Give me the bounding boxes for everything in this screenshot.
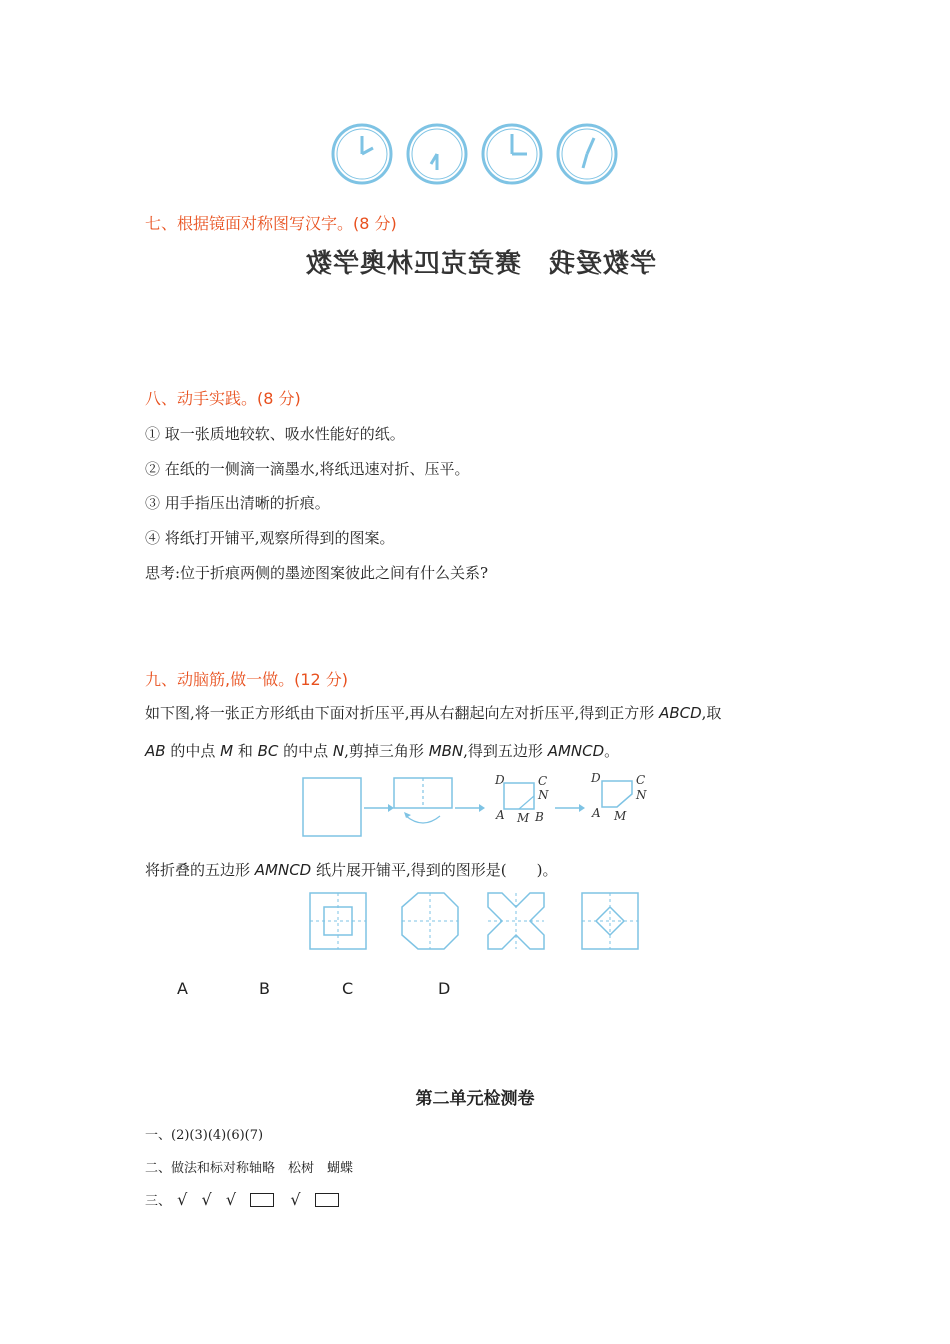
- option-shapes: [305, 888, 645, 956]
- text: AB: [145, 742, 166, 760]
- answers-line2: 二、做法和标对称轴略 松树 蝴蝶: [145, 1161, 354, 1176]
- option-d-shape: [582, 893, 638, 949]
- check-mark: √: [225, 1190, 237, 1209]
- section9-line1: [145, 702, 721, 723]
- option-b-label: B: [259, 979, 270, 998]
- section9-question: [145, 859, 557, 880]
- blank-box-icon: [315, 1193, 339, 1207]
- folding-diagram: [300, 770, 660, 842]
- label-c: C: [636, 773, 646, 787]
- label-a: A: [592, 806, 601, 820]
- text: AMNCD: [547, 742, 605, 760]
- mirror-text-1-glyphs: 赛竞克匹林奥学数: [305, 249, 522, 279]
- option-d-label: D: [438, 979, 451, 998]
- text: BC: [257, 742, 279, 760]
- section8-step1: ① 取一张质地较软、吸水性能好的纸。: [145, 425, 405, 443]
- label-n: N: [636, 788, 647, 802]
- text: AMNCD: [254, 861, 312, 879]
- text: MBN: [428, 742, 464, 760]
- answers-line3: [145, 1190, 339, 1209]
- text: 三、: [145, 1194, 172, 1209]
- text: 。: [604, 742, 620, 760]
- option-a-label: A: [177, 979, 188, 998]
- check-mark: √: [177, 1190, 188, 1209]
- clock-icon: [333, 125, 391, 183]
- blank-box-icon: [250, 1193, 274, 1207]
- check-mark: √: [201, 1190, 212, 1209]
- text: ,取: [701, 704, 722, 722]
- text: ,得到五边形: [463, 742, 548, 760]
- text: M: [220, 742, 234, 760]
- label-m: M: [614, 809, 627, 823]
- text: 将折叠的五边形: [145, 861, 255, 879]
- section9-heading: 九、动脑筋,做一做。(12 分): [145, 670, 349, 689]
- text: 纸片展开铺平,得到的图形是( )。: [311, 861, 558, 879]
- section8-step3: ③ 用手指压出清晰的折痕。: [145, 494, 330, 512]
- text: ABCD: [659, 704, 702, 722]
- clock-row: [328, 120, 624, 190]
- section7-heading: 七、根据镜面对称图写汉字。(8 分): [145, 214, 397, 233]
- label-a: A: [496, 808, 505, 822]
- label-b: B: [535, 810, 544, 824]
- text: 的中点: [278, 742, 333, 760]
- check-mark: √: [290, 1190, 301, 1209]
- clock-icon: [408, 125, 466, 183]
- label-c: C: [538, 774, 548, 788]
- text: 和: [233, 742, 258, 760]
- section8-step2: ② 在纸的一侧滴一滴墨水,将纸迅速对折、压平。: [145, 460, 470, 478]
- text: 的中点: [165, 742, 221, 760]
- label-n: N: [538, 788, 549, 802]
- section8-question: 思考:位于折痕两侧的墨迹图案彼此之间有什么关系?: [145, 564, 489, 582]
- text: N: [332, 742, 345, 760]
- section8-step4: ④ 将纸打开铺平,观察所得到的图案。: [145, 529, 395, 547]
- text: ,剪掉三角形: [344, 742, 429, 760]
- mirror-text-2: [548, 243, 656, 280]
- mirror-text-2-glyphs: 学数爱我: [548, 249, 657, 279]
- label-d: D: [495, 773, 505, 787]
- answers-line1: 一、(2)(3)(4)(6)(7): [145, 1128, 264, 1143]
- clock-icon: [558, 125, 616, 183]
- label-d: D: [591, 771, 601, 785]
- section9-line2: [145, 740, 619, 761]
- option-b-shape: [402, 893, 458, 949]
- text: 如下图,将一张正方形纸由下面对折压平,再从右翻起向左对折压平,得到正方形: [145, 704, 660, 722]
- mirror-text-1: [305, 243, 521, 280]
- label-m: M: [517, 811, 530, 825]
- answers-title: 第二单元检测卷: [415, 1089, 535, 1109]
- option-c-label: C: [342, 979, 354, 998]
- clock-icon: [483, 125, 541, 183]
- option-c-shape: [488, 893, 544, 949]
- section8-heading: 八、动手实践。(8 分): [145, 389, 301, 408]
- option-a-shape: [310, 893, 366, 949]
